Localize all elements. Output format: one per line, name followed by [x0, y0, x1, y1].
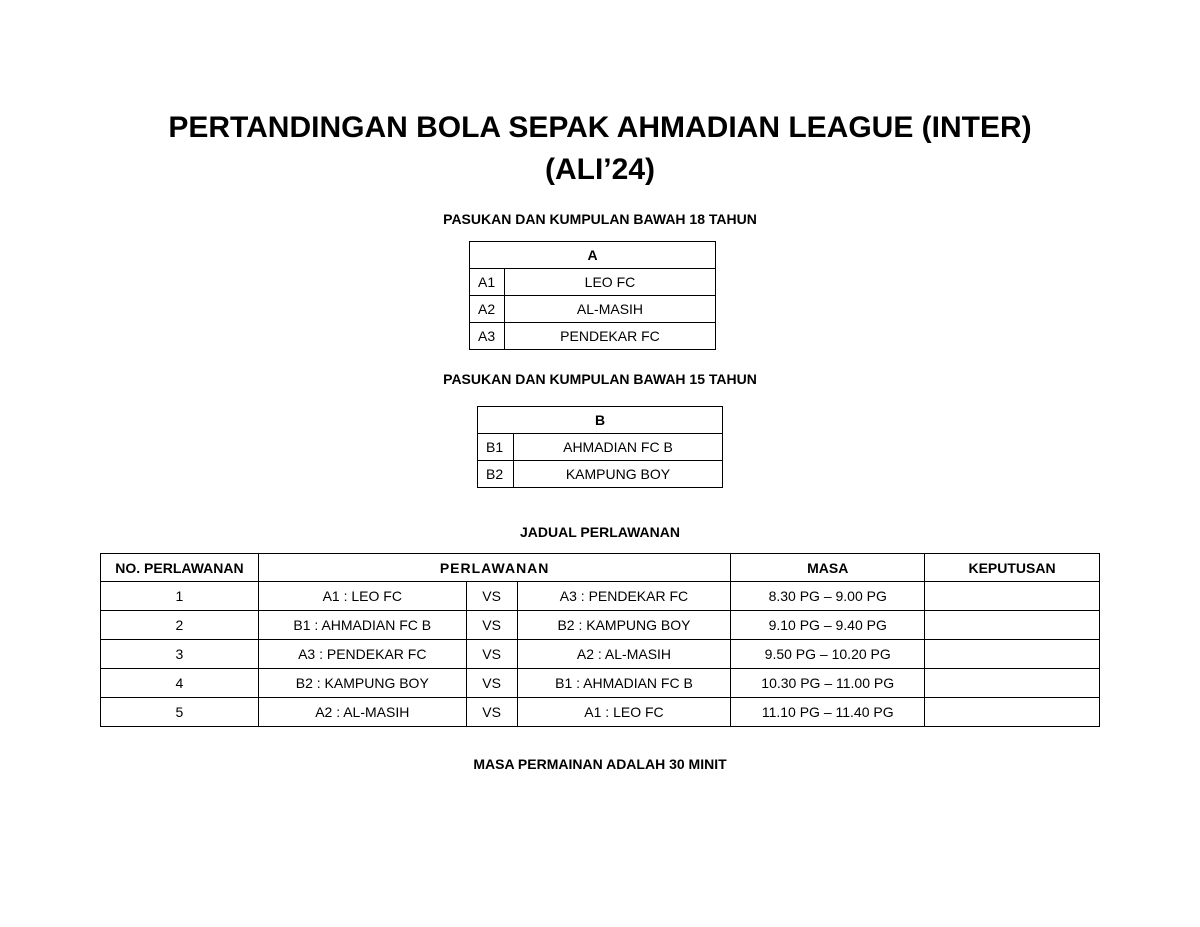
match-no: 5: [101, 698, 259, 727]
match-no: 1: [101, 582, 259, 611]
match-time: 10.30 PG – 11.00 PG: [731, 669, 925, 698]
page-title-line-1: PERTANDINGAN BOLA SEPAK AHMADIAN LEAGUE (INTER): [168, 111, 1032, 144]
match-time: 9.10 PG – 9.40 PG: [731, 611, 925, 640]
team-row: [470, 269, 716, 296]
schedule-header-row: [101, 554, 1100, 582]
col-header-match: PERLAWANAN: [258, 554, 730, 582]
match-vs: VS: [466, 640, 517, 669]
schedule-heading: JADUAL PERLAWANAN: [520, 524, 680, 540]
u15-group-table: [477, 406, 723, 488]
match-time: 9.50 PG – 10.20 PG: [731, 640, 925, 669]
match-no: 4: [101, 669, 259, 698]
team-name: KAMPUNG BOY: [513, 461, 722, 488]
team-code: A3: [470, 323, 505, 350]
footer-note: MASA PERMAINAN ADALAH 30 MINIT: [473, 756, 727, 772]
match-home: B1 : AHMADIAN FC B: [258, 611, 466, 640]
match-row: [101, 611, 1100, 640]
match-vs: VS: [466, 611, 517, 640]
team-row: [478, 434, 723, 461]
match-result: [925, 669, 1100, 698]
team-row: [478, 461, 723, 488]
match-vs: VS: [466, 669, 517, 698]
match-row: [101, 698, 1100, 727]
match-vs: VS: [466, 582, 517, 611]
col-header-no: NO. PERLAWANAN: [101, 554, 259, 582]
match-away: B2 : KAMPUNG BOY: [517, 611, 731, 640]
match-home: A2 : AL-MASIH: [258, 698, 466, 727]
match-away: B1 : AHMADIAN FC B: [517, 669, 731, 698]
team-code: B2: [478, 461, 514, 488]
group-label: B: [478, 407, 723, 434]
match-vs: VS: [466, 698, 517, 727]
team-row: [470, 296, 716, 323]
match-result: [925, 611, 1100, 640]
match-row: [101, 640, 1100, 669]
match-result: [925, 698, 1100, 727]
team-row: [470, 323, 716, 350]
match-no: 2: [101, 611, 259, 640]
group-header-row: [478, 407, 723, 434]
match-row: [101, 582, 1100, 611]
match-result: [925, 640, 1100, 669]
u15-heading: PASUKAN DAN KUMPULAN BAWAH 15 TAHUN: [443, 371, 757, 387]
match-time: 11.10 PG – 11.40 PG: [731, 698, 925, 727]
group-header-row: [470, 242, 716, 269]
match-home: A1 : LEO FC: [258, 582, 466, 611]
col-header-time: MASA: [731, 554, 925, 582]
group-label: A: [470, 242, 716, 269]
col-header-result: KEPUTUSAN: [925, 554, 1100, 582]
u18-group-table: [469, 241, 716, 350]
page-title-line-2: (ALI’24): [544, 153, 655, 186]
match-no: 3: [101, 640, 259, 669]
u18-heading: PASUKAN DAN KUMPULAN BAWAH 18 TAHUN: [443, 211, 757, 227]
match-home: A3 : PENDEKAR FC: [258, 640, 466, 669]
schedule-table: [100, 553, 1100, 727]
team-name: AL-MASIH: [504, 296, 715, 323]
match-home: B2 : KAMPUNG BOY: [258, 669, 466, 698]
team-code: A2: [470, 296, 505, 323]
team-name: PENDEKAR FC: [504, 323, 715, 350]
match-away: A1 : LEO FC: [517, 698, 731, 727]
match-away: A3 : PENDEKAR FC: [517, 582, 731, 611]
team-code: B1: [478, 434, 514, 461]
match-row: [101, 669, 1100, 698]
match-time: 8.30 PG – 9.00 PG: [731, 582, 925, 611]
team-name: AHMADIAN FC B: [513, 434, 722, 461]
team-name: LEO FC: [504, 269, 715, 296]
team-code: A1: [470, 269, 505, 296]
match-result: [925, 582, 1100, 611]
match-away: A2 : AL-MASIH: [517, 640, 731, 669]
